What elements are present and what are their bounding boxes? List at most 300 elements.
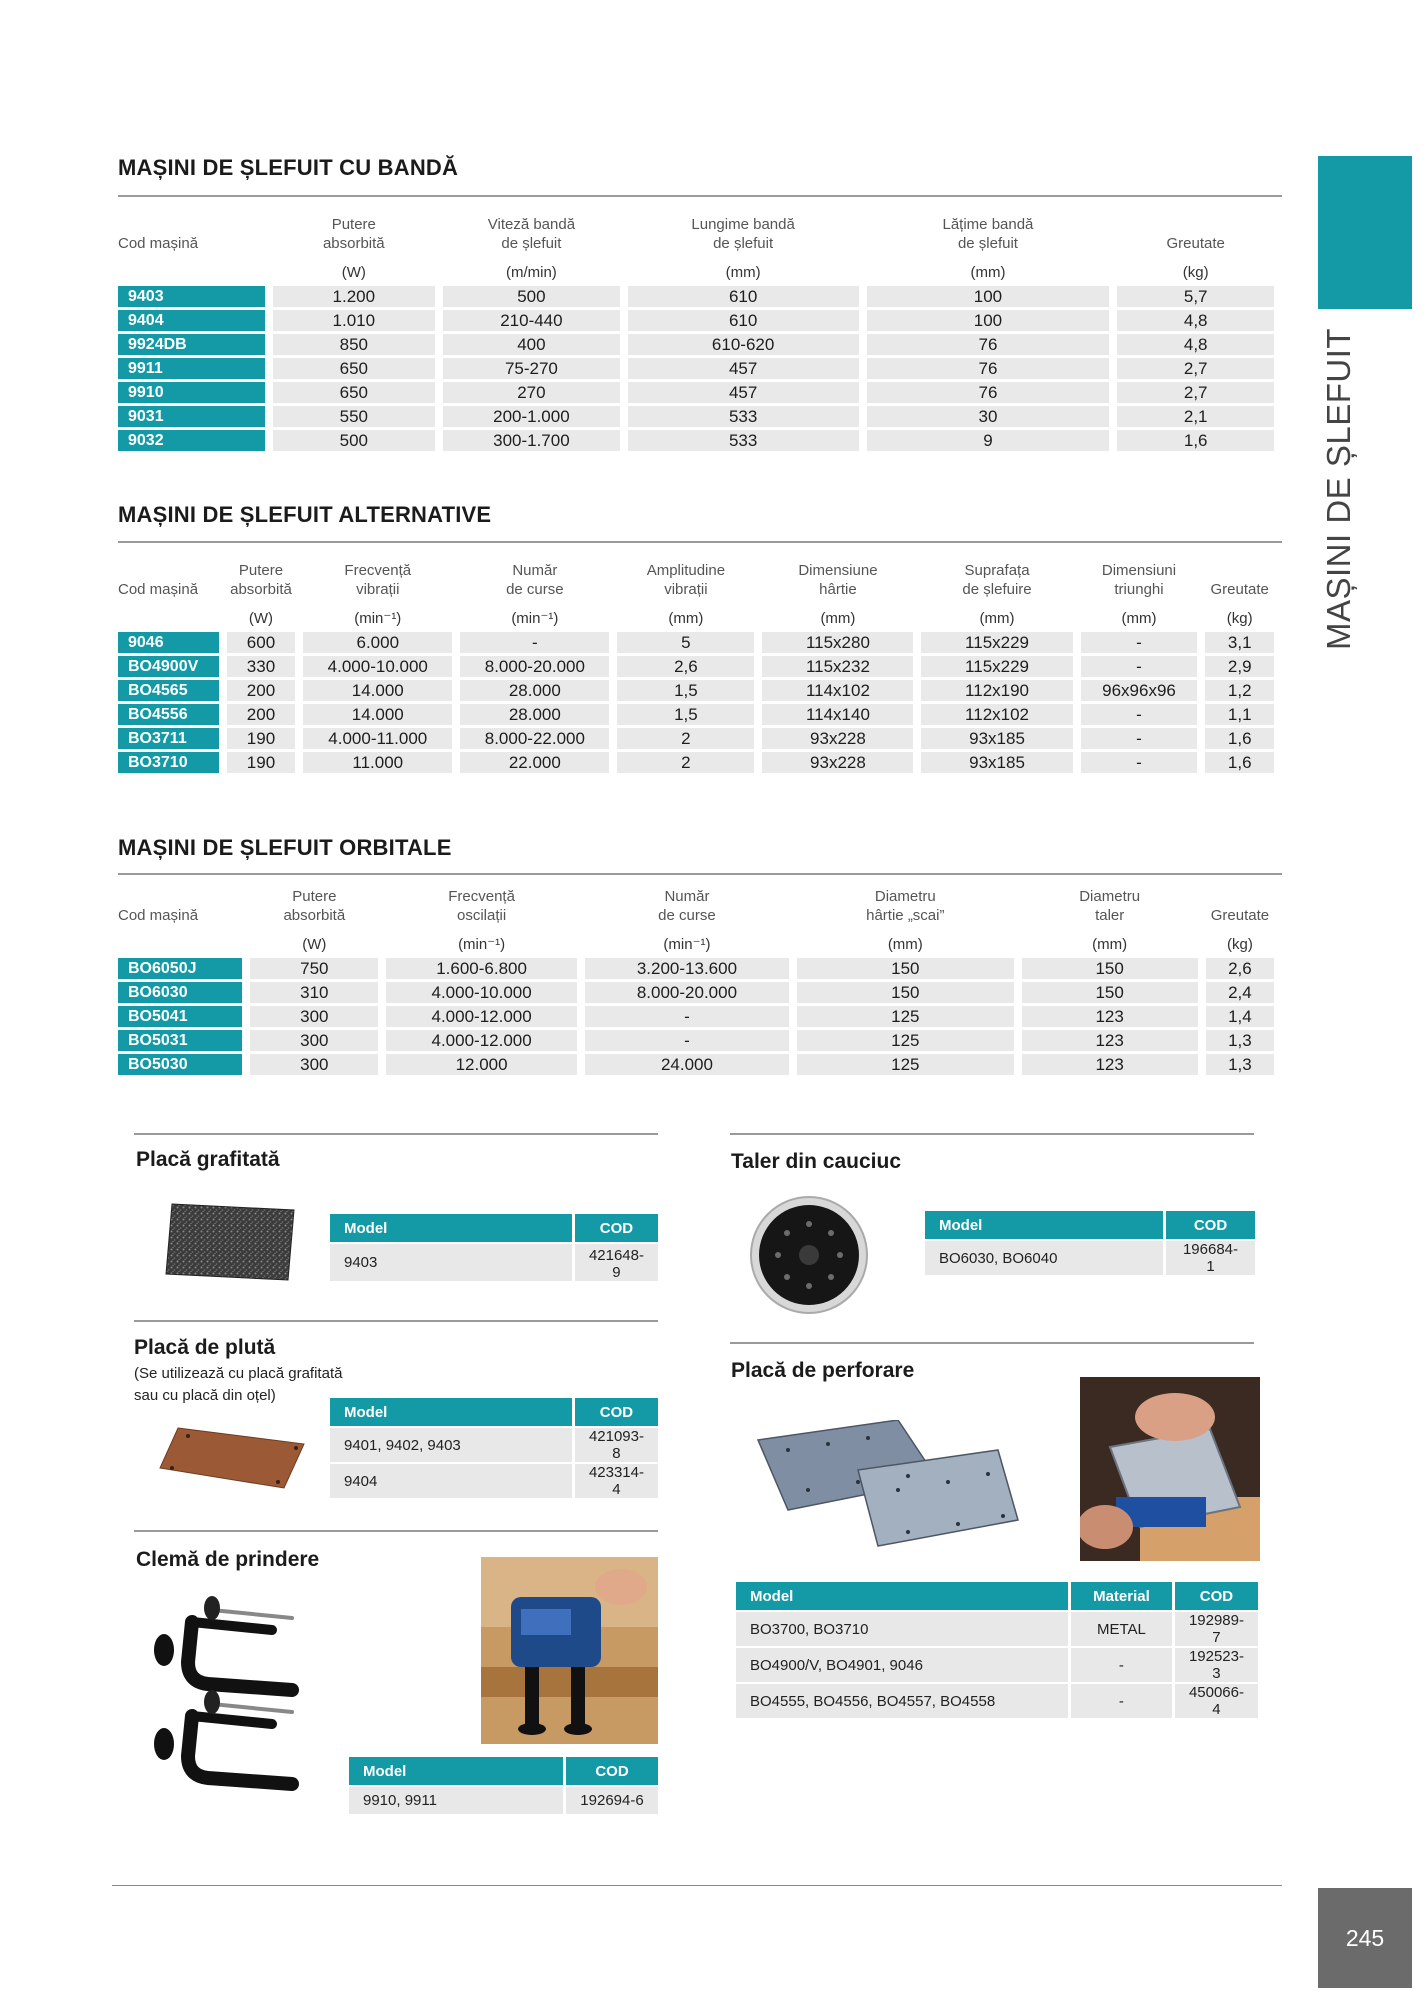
pluta-header-model: Model [330, 1398, 572, 1426]
page-number: 245 [1318, 1888, 1412, 1988]
value-cell: 1,6 [1205, 728, 1274, 749]
pluta-header-cod: COD [575, 1398, 658, 1426]
column-header [797, 887, 1013, 925]
column-header [460, 561, 609, 599]
column-header-line: de șlefuit [501, 235, 562, 252]
column-header [1205, 561, 1274, 599]
column-header-line: Greutate [1210, 581, 1269, 598]
unit-cell: (mm) [887, 936, 923, 953]
value-cell: 5 [617, 632, 754, 653]
column-header-line: Cod mașină [118, 235, 199, 252]
unit-cell: (W) [248, 610, 274, 627]
value-cell: 650 [273, 382, 436, 403]
column-header-line: de curse [658, 907, 716, 924]
value-cell: 200 [227, 704, 296, 725]
model-code-cell: BO3711 [118, 728, 219, 749]
value-cell: 22.000 [460, 752, 609, 773]
column-header-line: Cod mașină [118, 581, 199, 598]
value-cell: 1.200 [273, 286, 436, 307]
cod-cell: 192694-6 [566, 1787, 658, 1814]
value-cell: 200 [227, 680, 296, 701]
unit-cell: (m/min) [505, 264, 557, 281]
column-header-line: Putere [238, 562, 284, 579]
alt-section-title: MAȘINI DE ȘLEFUIT ALTERNATIVE [118, 502, 492, 527]
value-cell: 9 [867, 430, 1110, 451]
table-row [118, 286, 1274, 307]
model-code-cell: BO5031 [118, 1030, 242, 1051]
model-code-cell: BO6050J [118, 958, 242, 979]
column-header-line: Putere [292, 888, 337, 905]
value-cell: 115x232 [762, 656, 913, 677]
column-header [585, 887, 789, 925]
value-cell: 500 [443, 286, 620, 307]
grafit-table [327, 1212, 661, 1283]
model-code-cell: BO6030 [118, 982, 242, 1003]
value-cell: 123 [1022, 1030, 1198, 1051]
value-cell: 96x96x96 [1081, 680, 1198, 701]
grafit-rule [134, 1133, 658, 1135]
unit-cell [118, 928, 242, 955]
model-cell: 9401, 9402, 9403 [330, 1428, 572, 1462]
graphite-plate-image [164, 1200, 296, 1282]
model-code-cell: 9404 [118, 310, 265, 331]
grafit-title: Placă grafitată [136, 1148, 280, 1171]
column-header-line: Greutate [1210, 907, 1270, 924]
column-header-line: de șlefuit [957, 235, 1018, 252]
value-cell: 2,7 [1117, 382, 1274, 403]
value-cell: 112x190 [921, 680, 1072, 701]
value-cell: 115x280 [762, 632, 913, 653]
value-cell: 24.000 [585, 1054, 789, 1075]
table-row [118, 430, 1274, 451]
cod-cell: 192989-7 [1175, 1612, 1258, 1646]
material-cell: - [1071, 1648, 1172, 1682]
unit-cell: (W) [302, 936, 327, 953]
value-cell: 850 [273, 334, 436, 355]
value-cell: 2 [617, 728, 754, 749]
pluta-note-line1: (Se utilizează cu placă grafitată [134, 1365, 343, 1382]
model-code-cell: 9031 [118, 406, 265, 427]
value-cell: 1,5 [617, 680, 754, 701]
value-cell: 30 [867, 406, 1110, 427]
unit-cell: (min⁻¹) [458, 936, 506, 953]
unit-cell: (min⁻¹) [511, 610, 559, 627]
clema-header-cod: COD [566, 1757, 658, 1785]
model-code-cell: 9403 [118, 286, 265, 307]
value-cell: 93x185 [921, 752, 1072, 773]
value-cell: 300-1.700 [443, 430, 620, 451]
value-cell: 1.600-6.800 [386, 958, 576, 979]
value-cell: 8.000-20.000 [460, 656, 609, 677]
table-row [118, 656, 1274, 677]
value-cell: 200-1.000 [443, 406, 620, 427]
clema-rule [134, 1530, 658, 1532]
column-header [921, 561, 1072, 599]
table-row [118, 334, 1274, 355]
value-cell: 457 [628, 382, 859, 403]
unit-cell: (W) [341, 264, 366, 281]
model-code-cell: 9911 [118, 358, 265, 379]
belt-section-title: MAȘINI DE ȘLEFUIT CU BANDĂ [118, 155, 459, 180]
value-cell: 533 [628, 406, 859, 427]
orb-section-rule [118, 873, 1282, 875]
value-cell: 2,1 [1117, 406, 1274, 427]
value-cell: 610 [628, 286, 859, 307]
value-cell: 114x140 [762, 704, 913, 725]
value-cell: - [1081, 752, 1198, 773]
model-code-cell: BO5030 [118, 1054, 242, 1075]
value-cell: 330 [227, 656, 296, 677]
model-code-cell: 9924DB [118, 334, 265, 355]
clema-table [346, 1755, 661, 1816]
value-cell: 1,2 [1205, 680, 1274, 701]
column-header-line: Greutate [1166, 235, 1225, 252]
table-row [118, 752, 1274, 773]
column-header-line: Diametru [874, 888, 936, 905]
value-cell: 8.000-20.000 [585, 982, 789, 1003]
column-header [273, 215, 436, 253]
column-header-line: Număr [664, 888, 710, 905]
column-header [1117, 215, 1274, 253]
alt-section-rule [118, 541, 1282, 543]
value-cell: 1,6 [1117, 430, 1274, 451]
value-cell: 650 [273, 358, 436, 379]
unit-cell: (mm) [1092, 936, 1128, 953]
table-row [118, 1054, 1274, 1075]
value-cell: 14.000 [303, 680, 452, 701]
column-header [628, 215, 859, 253]
value-cell: 100 [867, 286, 1110, 307]
perforating-plate-photo [1080, 1377, 1260, 1561]
column-header [250, 887, 378, 925]
column-header-line: absorbită [283, 907, 346, 924]
table-row [118, 310, 1274, 331]
model-cell: 9404 [330, 1464, 572, 1498]
side-section-label: MAȘINI DE ȘLEFUIT [1320, 327, 1357, 650]
unit-cell: (mm) [725, 264, 761, 281]
cork-plate-image [158, 1424, 306, 1490]
unit-cell: (kg) [1226, 610, 1253, 627]
column-header [227, 561, 296, 599]
table-row [349, 1787, 658, 1814]
value-cell: 11.000 [303, 752, 452, 773]
cod-cell: 421093-8 [575, 1428, 658, 1462]
value-cell: 2,6 [617, 656, 754, 677]
column-header-line: Frecvență [448, 888, 515, 905]
value-cell: - [585, 1030, 789, 1051]
column-header-line: Lățime bandă [942, 216, 1034, 233]
value-cell: 400 [443, 334, 620, 355]
perforare-title: Placă de perforare [731, 1359, 915, 1382]
unit-cell: (kg) [1226, 936, 1253, 953]
value-cell: 150 [797, 958, 1013, 979]
unit-cell: (min⁻¹) [663, 936, 711, 953]
value-cell: - [1081, 656, 1198, 677]
value-cell: 457 [628, 358, 859, 379]
taler-header-cod: COD [1166, 1211, 1255, 1239]
value-cell: 93x185 [921, 728, 1072, 749]
table-row [118, 406, 1274, 427]
column-header-line: hârtie [819, 581, 857, 598]
model-code-cell: BO3710 [118, 752, 219, 773]
column-header-line: Suprafața [964, 562, 1030, 579]
cod-cell: 192523-3 [1175, 1648, 1258, 1682]
column-header-line: Diametru [1079, 888, 1141, 905]
column-header-line: hârtie „scai” [866, 907, 945, 924]
table-row [925, 1241, 1255, 1275]
pluta-title: Placă de plută [134, 1336, 276, 1359]
value-cell: 210-440 [443, 310, 620, 331]
value-cell: 1,1 [1205, 704, 1274, 725]
value-cell: 300 [250, 1054, 378, 1075]
model-cell: 9403 [330, 1244, 572, 1281]
table-row [736, 1648, 1258, 1682]
unit-cell: (kg) [1182, 264, 1209, 281]
table-row [118, 958, 1274, 979]
value-cell: 750 [250, 958, 378, 979]
value-cell: - [1081, 728, 1198, 749]
value-cell: 4,8 [1117, 310, 1274, 331]
value-cell: 610-620 [628, 334, 859, 355]
perforare-rule [730, 1342, 1254, 1344]
value-cell: 76 [867, 358, 1110, 379]
value-cell: 533 [628, 430, 859, 451]
table-row [330, 1464, 658, 1498]
value-cell: 76 [867, 382, 1110, 403]
taler-table [922, 1209, 1258, 1277]
value-cell: 150 [1022, 982, 1198, 1003]
value-cell: 115x229 [921, 632, 1072, 653]
belt-section-rule [118, 195, 1282, 197]
perforating-plate-image [748, 1420, 1023, 1548]
table-row [118, 704, 1274, 725]
value-cell: 1,3 [1206, 1054, 1274, 1075]
column-header-line: de curse [506, 581, 564, 598]
grafit-header-model: Model [330, 1214, 572, 1242]
column-header-line: Lungime bandă [691, 216, 795, 233]
column-header-line: Cod mașină [118, 907, 199, 924]
column-header-line: Frecvență [344, 562, 412, 579]
cod-cell: 196684-1 [1166, 1241, 1255, 1275]
belt-spec-table [110, 212, 1282, 454]
column-header [118, 561, 219, 599]
value-cell: 93x228 [762, 752, 913, 773]
unit-cell: (mm) [668, 610, 704, 627]
table-row [118, 632, 1274, 653]
column-header [1206, 887, 1274, 925]
column-header [386, 887, 576, 925]
value-cell: 3,1 [1205, 632, 1274, 653]
material-cell: METAL [1071, 1612, 1172, 1646]
value-cell: 125 [797, 1054, 1013, 1075]
cod-cell: 421648-9 [575, 1244, 658, 1281]
value-cell: - [1081, 704, 1198, 725]
alt-spec-table [110, 558, 1282, 776]
perforare-header-cod: COD [1175, 1582, 1258, 1610]
pluta-table [327, 1396, 661, 1500]
value-cell: 2,6 [1206, 958, 1274, 979]
value-cell: 3.200-13.600 [585, 958, 789, 979]
value-cell: 4,8 [1117, 334, 1274, 355]
column-header [1081, 561, 1198, 599]
value-cell: 4.000-12.000 [386, 1030, 576, 1051]
value-cell: 300 [250, 1030, 378, 1051]
perforare-header-material: Material [1071, 1582, 1172, 1610]
value-cell: 1,3 [1206, 1030, 1274, 1051]
column-header-line: oscilații [457, 907, 507, 924]
table-row [118, 1030, 1274, 1051]
value-cell: 600 [227, 632, 296, 653]
model-code-cell: BO4565 [118, 680, 219, 701]
column-header-line: vibrații [356, 581, 400, 598]
value-cell: 123 [1022, 1006, 1198, 1027]
value-cell: - [460, 632, 609, 653]
value-cell: 12.000 [386, 1054, 576, 1075]
unit-cell: (min⁻¹) [354, 610, 402, 627]
value-cell: 4.000-12.000 [386, 1006, 576, 1027]
column-header-line: de șlefuit [713, 235, 774, 252]
model-code-cell: 9032 [118, 430, 265, 451]
cod-cell: 423314-4 [575, 1464, 658, 1498]
model-code-cell: BO4556 [118, 704, 219, 725]
model-cell: 9910, 9911 [349, 1787, 563, 1814]
value-cell: 114x102 [762, 680, 913, 701]
unit-cell: (mm) [820, 610, 856, 627]
clema-header-model: Model [349, 1757, 563, 1785]
value-cell: 500 [273, 430, 436, 451]
pluta-note-line2: sau cu placă din oțel) [134, 1387, 276, 1404]
column-header-line: Viteză bandă [487, 216, 576, 233]
value-cell: 550 [273, 406, 436, 427]
value-cell: 123 [1022, 1054, 1198, 1075]
value-cell: 270 [443, 382, 620, 403]
material-cell: - [1071, 1684, 1172, 1718]
value-cell: 28.000 [460, 704, 609, 725]
value-cell: 76 [867, 334, 1110, 355]
table-row [330, 1244, 658, 1281]
column-header [762, 561, 913, 599]
value-cell: 190 [227, 728, 296, 749]
value-cell: 125 [797, 1006, 1013, 1027]
column-header-line: taler [1095, 907, 1125, 924]
column-header [443, 215, 620, 253]
column-header-line: vibrații [664, 581, 708, 598]
value-cell: 8.000-22.000 [460, 728, 609, 749]
clema-title: Clemă de prindere [136, 1548, 320, 1571]
column-header-line: Amplitudine [646, 562, 726, 579]
column-header-line: Număr [512, 562, 558, 579]
model-cell: BO4555, BO4556, BO4557, BO4558 [736, 1684, 1068, 1718]
value-cell: 150 [797, 982, 1013, 1003]
table-row [118, 382, 1274, 403]
section-tab [1318, 156, 1412, 309]
unit-cell [118, 256, 265, 283]
column-header [118, 887, 242, 925]
column-header-line: Dimensiuni [1101, 562, 1177, 579]
value-cell: - [585, 1006, 789, 1027]
value-cell: - [1081, 632, 1198, 653]
clamp-in-use-photo [481, 1557, 658, 1744]
value-cell: 1,4 [1206, 1006, 1274, 1027]
column-header [303, 561, 452, 599]
taler-title: Taler din cauciuc [731, 1150, 901, 1173]
value-cell: 115x229 [921, 656, 1072, 677]
value-cell: 610 [628, 310, 859, 331]
value-cell: 1,5 [617, 704, 754, 725]
unit-cell: (mm) [979, 610, 1015, 627]
model-code-cell: 9910 [118, 382, 265, 403]
model-cell: BO6030, BO6040 [925, 1241, 1163, 1275]
table-row [118, 680, 1274, 701]
model-cell: BO3700, BO3710 [736, 1612, 1068, 1646]
column-header [617, 561, 754, 599]
value-cell: 4.000-10.000 [303, 656, 452, 677]
value-cell: 1.010 [273, 310, 436, 331]
value-cell: 2,4 [1206, 982, 1274, 1003]
column-header-line: de șlefuire [962, 581, 1032, 598]
value-cell: 6.000 [303, 632, 452, 653]
value-cell: 300 [250, 1006, 378, 1027]
column-header [118, 215, 265, 253]
value-cell: 190 [227, 752, 296, 773]
value-cell: 150 [1022, 958, 1198, 979]
value-cell: 112x102 [921, 704, 1072, 725]
value-cell: 75-270 [443, 358, 620, 379]
column-header-line: absorbită [230, 581, 292, 598]
table-row [118, 1006, 1274, 1027]
clamp-image [152, 1592, 342, 1802]
cod-cell: 450066-4 [1175, 1684, 1258, 1718]
value-cell: 2,9 [1205, 656, 1274, 677]
model-code-cell: BO5041 [118, 1006, 242, 1027]
pluta-rule [134, 1320, 658, 1322]
column-header-line: triunghi [1114, 581, 1164, 598]
value-cell: 4.000-11.000 [303, 728, 452, 749]
value-cell: 14.000 [303, 704, 452, 725]
column-header-line: Dimensiune [798, 562, 878, 579]
orb-spec-table [110, 884, 1282, 1078]
column-header [1022, 887, 1198, 925]
model-cell: BO4900/V, BO4901, 9046 [736, 1648, 1068, 1682]
orb-section-title: MAȘINI DE ȘLEFUIT ORBITALE [118, 835, 452, 860]
table-row [736, 1612, 1258, 1646]
value-cell: 2,7 [1117, 358, 1274, 379]
unit-cell: (mm) [970, 264, 1006, 281]
taler-header-model: Model [925, 1211, 1163, 1239]
value-cell: 125 [797, 1030, 1013, 1051]
perforare-table [733, 1580, 1261, 1720]
value-cell: 310 [250, 982, 378, 1003]
grafit-header-cod: COD [575, 1214, 658, 1242]
value-cell: 100 [867, 310, 1110, 331]
table-row [118, 358, 1274, 379]
unit-cell: (mm) [1121, 610, 1157, 627]
value-cell: 28.000 [460, 680, 609, 701]
table-row [118, 982, 1274, 1003]
table-row [736, 1684, 1258, 1718]
rubber-pad-image [748, 1194, 870, 1316]
model-code-cell: BO4900V [118, 656, 219, 677]
table-row [330, 1428, 658, 1462]
model-code-cell: 9046 [118, 632, 219, 653]
value-cell: 2 [617, 752, 754, 773]
column-header-line: Putere [331, 216, 376, 233]
value-cell: 93x228 [762, 728, 913, 749]
taler-rule [730, 1133, 1254, 1135]
table-row [118, 728, 1274, 749]
column-header [867, 215, 1110, 253]
footer-rule [112, 1885, 1282, 1886]
